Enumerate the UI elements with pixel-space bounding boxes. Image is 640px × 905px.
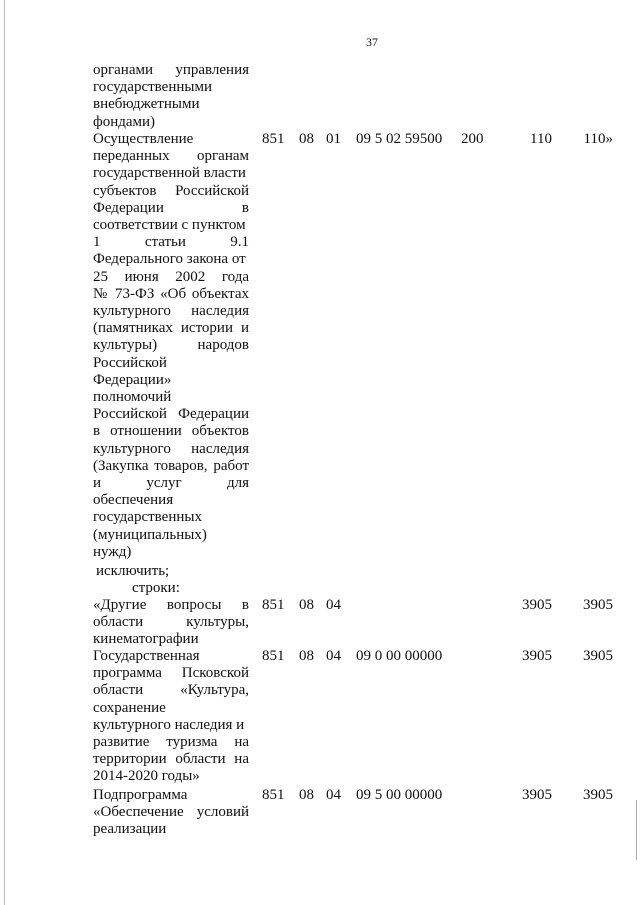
desc-line: и услуг для — [93, 475, 249, 492]
row-b-gl: 851 — [262, 648, 285, 664]
desc-line: (Закупка товаров, работ — [93, 457, 249, 474]
desc-line: Федерального закона от — [93, 251, 246, 268]
intro-line: фондами) — [93, 113, 156, 130]
desc-line: Подпрограмма — [93, 787, 188, 803]
desc-line: Государственная — [93, 648, 200, 664]
desc-line: сохранение — [93, 699, 166, 716]
desc-line: области культуры, — [93, 614, 249, 631]
row-main-gl: 851 — [262, 131, 285, 147]
row-main-rz: 08 — [299, 131, 314, 147]
row-a-sum1: 3905 — [522, 597, 552, 613]
row-main-sum2: 110» — [583, 131, 613, 147]
row-main-description — [93, 131, 249, 561]
desc-line: 1 статьи 9.1 — [93, 234, 249, 251]
desc-line: культурного наследия — [93, 303, 249, 320]
scan-edge-left — [4, 0, 5, 905]
row-c-rz: 08 — [299, 787, 314, 803]
row-main-vr: 200 — [461, 131, 484, 147]
desc-line: программа Псковской — [93, 665, 249, 682]
desc-line: 2014-2020 годы» — [93, 768, 200, 785]
desc-line: Российской — [93, 354, 167, 371]
desc-line: реализации — [93, 821, 167, 838]
desc-line: развитие туризма на — [93, 734, 249, 751]
page-number: 37 — [366, 35, 378, 49]
instruction-lines: строки: — [132, 580, 180, 596]
desc-line: Федерации в — [93, 199, 249, 216]
row-a-sum2: 3905 — [583, 597, 613, 613]
desc-line: Федерации» — [93, 371, 172, 388]
desc-line: Осуществление — [93, 131, 194, 147]
desc-line: культурного наследия и — [93, 716, 245, 733]
desc-line: переданных органам — [93, 148, 249, 165]
row-b-cs: 09 0 00 00000 — [356, 648, 443, 664]
row-c-description — [93, 787, 249, 839]
row-c-gl: 851 — [262, 787, 285, 803]
scan-edge-right — [636, 800, 637, 860]
desc-line: субъектов Российской — [93, 182, 249, 199]
row-b-description — [93, 648, 249, 786]
row-b-sum1: 3905 — [522, 648, 552, 664]
row-c-pr: 04 — [326, 787, 341, 803]
desc-line: в отношении объектов — [93, 423, 249, 440]
row-a-description — [93, 597, 249, 649]
desc-line: территории области на — [93, 751, 249, 768]
desc-line: «Другие вопросы в — [93, 597, 249, 613]
row-c-sum2: 3905 — [583, 787, 613, 803]
desc-line: Российской Федерации — [93, 406, 249, 423]
row-a-gl: 851 — [262, 597, 285, 613]
desc-line: области «Культура, — [93, 682, 249, 699]
desc-line: (муниципальных) — [93, 526, 207, 543]
desc-line: «Обеспечение условий — [93, 804, 249, 821]
row-a-pr: 04 — [326, 597, 341, 613]
desc-line: кинематографии — [93, 631, 199, 648]
desc-line: нужд) — [93, 543, 132, 560]
row-b-pr: 04 — [326, 648, 341, 664]
row-a-rz: 08 — [299, 597, 314, 613]
row-c-sum1: 3905 — [522, 787, 552, 803]
desc-line: № 73-ФЗ «Об объектах — [93, 285, 249, 302]
intro-text — [93, 62, 249, 131]
desc-line: соответствии с пунктом — [93, 217, 246, 234]
desc-line: (памятниках истории и — [93, 320, 249, 337]
desc-line: государственных — [93, 509, 202, 526]
row-main-cs: 09 5 02 59500 — [356, 131, 443, 147]
desc-line: обеспечения — [93, 492, 174, 509]
row-main-sum1: 110 — [530, 131, 552, 147]
intro-line: внебюджетными — [93, 96, 200, 113]
row-main-pr: 01 — [326, 131, 341, 147]
desc-line: государственной власти — [93, 165, 246, 182]
instruction-exclude: исключить; — [96, 563, 170, 579]
desc-line: культуры) народов — [93, 337, 249, 354]
intro-line: государственными — [93, 79, 212, 96]
intro-line: органами управления — [93, 62, 249, 78]
desc-line: 25 июня 2002 года — [93, 268, 249, 285]
desc-line: культурного наследия — [93, 440, 249, 457]
desc-line: полномочий — [93, 389, 172, 406]
row-b-sum2: 3905 — [583, 648, 613, 664]
row-b-rz: 08 — [299, 648, 314, 664]
row-c-cs: 09 5 00 00000 — [356, 787, 443, 803]
